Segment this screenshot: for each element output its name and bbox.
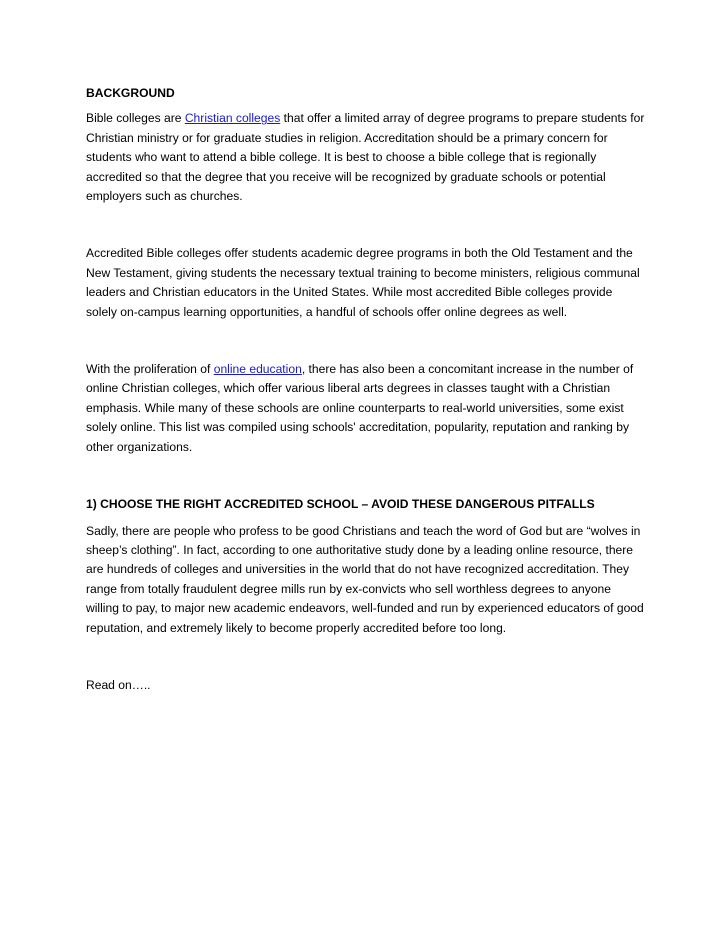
online-education-link[interactable]: online education	[213, 362, 302, 377]
paragraph-accredited-bible-colleges: Accredited Bible colleges offer students academic degree programs in both the Old Testament and the New Testament, giving students the necessary textual training to become ministers, religious communal leaders and Christian educators in the United States. While most accredited Bible colleges provide solely on-campus learning opportunities, a handful of schools offer online degrees as well.	[86, 246, 640, 319]
section-1-heading: 1) CHOOSE THE RIGHT ACCREDITED SCHOOL – AVOID THESE DANGEROUS PITFALLS	[86, 497, 595, 512]
christian-colleges-link[interactable]: Christian colleges	[184, 111, 281, 126]
paragraph-text: Bible colleges are	[86, 111, 185, 126]
paragraph-text: , there has also been a concomitant increase in the number of online Christian colleges, which offer various liberal arts degrees in classes taught with a Christian emphasis. While many of these schools are online counterparts to real-world universities, some exist solely online. This list was compiled using schools' accreditation, popularity, reputation and ranking by other organizations.	[86, 362, 634, 454]
paragraph-online-education	[86, 360, 646, 457]
paragraph-bible-colleges	[86, 109, 646, 206]
read-on-text: Read on…..	[86, 677, 151, 692]
background-heading: BACKGROUND	[86, 86, 175, 100]
paragraph-text: With the proliferation of	[86, 362, 214, 377]
paragraph-pitfalls: Sadly, there are people who profess to be good Christians and teach the word of God but are “wolves in sheep’s clothing”. In fact, according to one authoritative study done by a leading online resource, there are hundreds of colleges and universities in the world that do not have recognized accreditation. They range from totally fraudulent degree mills run by ex-convicts who sell worthless degrees to anyone willing to pay, to major new academic endeavors, well-funded and run by experienced educators of good reputation, and extremely likely to become properly accredited before too long.	[86, 523, 644, 635]
document-page	[86, 84, 646, 695]
paragraph-text: that offer a limited array of degree programs to prepare students for Christian ministry or for graduate studies in religion. Accreditation should be a primary concern for students who want to attend a bible college. It is best to choose a bible college that is regionally accredited so that the degree that you receive will be recognized by graduate schools or potential employers such as churches.	[86, 111, 645, 204]
